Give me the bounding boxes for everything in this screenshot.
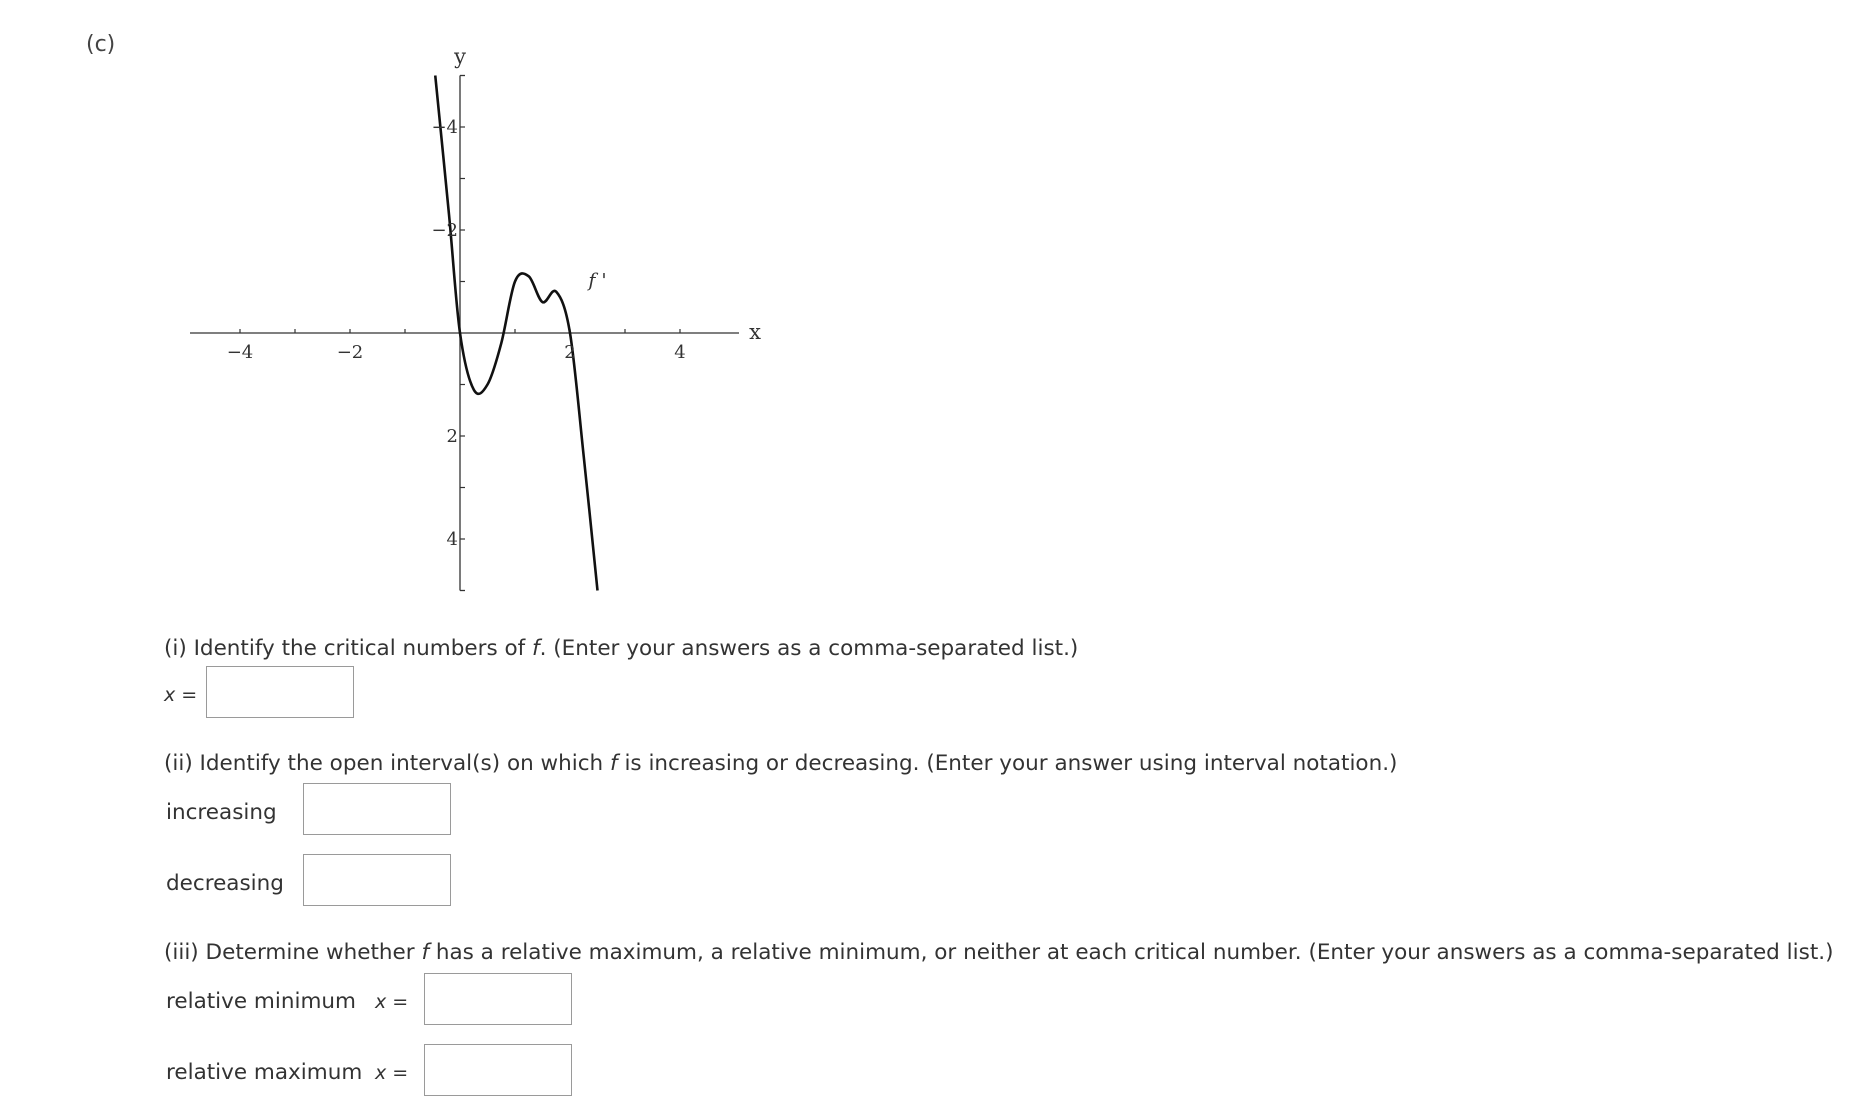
- critical-numbers-input[interactable]: [206, 666, 354, 718]
- q1-x-prefix: x =: [164, 684, 198, 706]
- x-axis-label: x: [749, 320, 761, 344]
- q3-prompt-b: has a relative maximum, a relative minimum, or neither at each critical number. (Enter your answers as a comma-separated list.): [429, 940, 1834, 965]
- q2-prompt-var: f: [610, 751, 618, 776]
- decreasing-label: decreasing: [166, 871, 284, 896]
- curve-label: f ': [588, 269, 607, 292]
- relative-minimum-input[interactable]: [424, 973, 572, 1025]
- x-tick-label: 2: [564, 342, 576, 363]
- x-tick-label: 4: [674, 342, 686, 363]
- min-x-equals: [375, 991, 408, 1013]
- graph-svg: [190, 30, 770, 610]
- question-extrema: [164, 940, 1833, 965]
- relative-maximum-label: relative maximum: [166, 1060, 363, 1085]
- max-x-equals: [375, 1062, 408, 1084]
- increasing-input[interactable]: [303, 783, 451, 835]
- q3-prompt-a: (iii) Determine whether: [164, 940, 422, 965]
- x-tick-label: −2: [336, 342, 364, 363]
- max-x-prefix: x =: [375, 1062, 409, 1084]
- q1-prompt-a: (i) Identify the critical numbers of: [164, 636, 533, 661]
- y-axis-label: y: [454, 44, 466, 69]
- q2-prompt-b: is increasing or decreasing. (Enter your answer using interval notation.): [617, 751, 1398, 776]
- derivative-graph: [190, 30, 770, 610]
- question-critical-numbers: [164, 636, 1078, 661]
- question-intervals: [164, 751, 1397, 776]
- relative-minimum-label: relative minimum: [166, 989, 356, 1014]
- q3-prompt-var: f: [421, 940, 430, 965]
- increasing-label: increasing: [166, 800, 277, 825]
- q2-prompt-a: (ii) Identify the open interval(s) on which: [164, 751, 611, 776]
- q1-prompt-b: . (Enter your answers as a comma-separated list.): [539, 636, 1079, 661]
- q1-prompt-var: f: [532, 636, 540, 661]
- part-label: (c): [86, 32, 116, 57]
- min-x-prefix: x =: [375, 991, 409, 1013]
- y-tick-label: −4: [431, 117, 458, 138]
- y-tick-label: 4: [446, 529, 458, 550]
- y-tick-label: 2: [446, 426, 458, 447]
- q1-x-equals: [164, 684, 197, 706]
- x-tick-label: −4: [226, 342, 254, 363]
- relative-maximum-input[interactable]: [424, 1044, 572, 1096]
- y-tick-label: −2: [431, 220, 458, 241]
- decreasing-input[interactable]: [303, 854, 451, 906]
